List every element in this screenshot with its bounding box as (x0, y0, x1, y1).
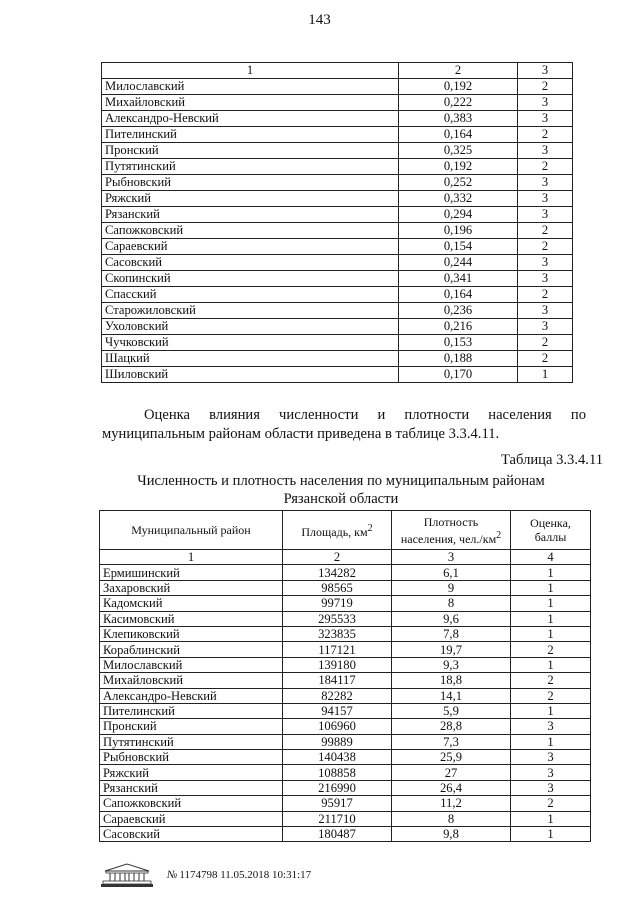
table-row (102, 207, 573, 223)
district-cell: Кадомский (100, 596, 283, 611)
district-cell: Сараевский (100, 811, 283, 826)
area-cell: 94157 (283, 703, 392, 718)
density-cell: 5,9 (392, 703, 511, 718)
score-cell: 3 (518, 175, 573, 191)
table-row (100, 734, 591, 749)
table-index-row (102, 63, 573, 79)
density-cell: 19,7 (392, 642, 511, 657)
table-row (102, 111, 573, 127)
score-cell: 1 (511, 596, 591, 611)
area-cell: 180487 (283, 827, 392, 842)
district-cell: Сапожковский (102, 223, 399, 239)
table-index-row (100, 550, 591, 565)
density-cell: 0,164 (399, 287, 518, 303)
density-cell: 0,244 (399, 255, 518, 271)
table-row (102, 335, 573, 351)
area-cell: 184117 (283, 673, 392, 688)
district-cell: Александро-Невский (102, 111, 399, 127)
area-cell: 106960 (283, 719, 392, 734)
header-area: Площадь, $км^2$ (283, 511, 392, 550)
density-cell: 11,2 (392, 796, 511, 811)
score-cell: 2 (518, 351, 573, 367)
table-row (102, 143, 573, 159)
score-cell: 1 (511, 626, 591, 641)
district-cell: Кораблинский (100, 642, 283, 657)
score-cell: 3 (511, 765, 591, 780)
density-cell: 0,188 (399, 351, 518, 367)
score-cell: 2 (518, 223, 573, 239)
score-cell: 3 (511, 750, 591, 765)
table-row (102, 79, 573, 95)
table-row (102, 319, 573, 335)
density-cell: 2 (399, 63, 518, 79)
table-row (100, 596, 591, 611)
score-cell: 3 (518, 319, 573, 335)
score-cell: 1 (511, 565, 591, 580)
table-row (102, 175, 573, 191)
table-row (100, 688, 591, 703)
score-cell: 1 (511, 703, 591, 718)
density-cell: 9,3 (392, 657, 511, 672)
density-cell: 0,325 (399, 143, 518, 159)
district-cell: Захаровский (100, 580, 283, 595)
area-cell: 99719 (283, 596, 392, 611)
district-cell: Шиловский (102, 367, 399, 383)
document-footer (97, 860, 311, 890)
density-cell: 0,332 (399, 191, 518, 207)
header-density: Плотность населения, $чел./км^2$ (392, 511, 511, 550)
table-row (102, 255, 573, 271)
score-cell: 3 (518, 143, 573, 159)
score-cell: 2 (518, 335, 573, 351)
area-cell: 117121 (283, 642, 392, 657)
density-cell: 0,252 (399, 175, 518, 191)
density-cell: 7,3 (392, 734, 511, 749)
score-cell: 3 (518, 63, 573, 79)
score-cell: 2 (518, 127, 573, 143)
table-title-line-2: Рязанской области (283, 491, 399, 507)
district-cell: Сасовский (100, 827, 283, 842)
table-title (100, 472, 582, 508)
score-cell: 3 (518, 191, 573, 207)
table-row (102, 303, 573, 319)
district-cell: Скопинский (102, 271, 399, 287)
intro-paragraph (102, 406, 586, 444)
score-cell: 1 (511, 657, 591, 672)
density-cell: 9,6 (392, 611, 511, 626)
district-cell: Рыбновский (102, 175, 399, 191)
area-cell: 108858 (283, 765, 392, 780)
density-cell: 28,8 (392, 719, 511, 734)
district-cell: Михайловский (100, 673, 283, 688)
government-building-icon (97, 862, 157, 888)
table-title-line-1: Численность и плотность населения по муниципальным районам (137, 473, 545, 489)
table-row (100, 811, 591, 826)
table-row (100, 626, 591, 641)
table-row (102, 191, 573, 207)
area-cell: 98565 (283, 580, 392, 595)
density-cell: 18,8 (392, 673, 511, 688)
table-row (100, 765, 591, 780)
score-cell: 2 (518, 79, 573, 95)
density-cell: 8 (392, 596, 511, 611)
score-cell: 3 (518, 207, 573, 223)
district-cell: Путятинский (100, 734, 283, 749)
density-cell: 0,222 (399, 95, 518, 111)
density-cell: 0,192 (399, 79, 518, 95)
paragraph-line-2: муниципальным районам области приведена в таблице 3.3.4.11. (102, 426, 500, 442)
score-cell: 3 (518, 303, 573, 319)
district-cell: Михайловский (102, 95, 399, 111)
density-cell: 6,1 (392, 565, 511, 580)
district-cell: Ряжский (102, 191, 399, 207)
density-cell: 14,1 (392, 688, 511, 703)
score-cell: 1 (511, 580, 591, 595)
score-cell: 1 (511, 827, 591, 842)
district-cell: Милославский (100, 657, 283, 672)
area-cell: 99889 (283, 734, 392, 749)
district-cell: Сапожковский (100, 796, 283, 811)
density-cell: 25,9 (392, 750, 511, 765)
table-row (102, 351, 573, 367)
table-row (100, 657, 591, 672)
table-row (102, 127, 573, 143)
population-density-table (99, 510, 591, 842)
district-cell: Сараевский (102, 239, 399, 255)
paragraph-line-1: Оценка влияния численности и плотности населения по (144, 407, 586, 423)
table-row (100, 719, 591, 734)
table-row (102, 95, 573, 111)
table-row (100, 611, 591, 626)
district-cell: Шацкий (102, 351, 399, 367)
district-cell: Пителинский (102, 127, 399, 143)
density-cell: 3 (392, 550, 511, 565)
district-cell: Рязанский (102, 207, 399, 223)
density-cell: 0,341 (399, 271, 518, 287)
table-row (100, 796, 591, 811)
district-cell: Касимовский (100, 611, 283, 626)
table-row (100, 780, 591, 795)
score-cell: 2 (518, 287, 573, 303)
page-number: 143 (308, 12, 331, 28)
table-row (100, 642, 591, 657)
table-row (102, 239, 573, 255)
district-cell: Рыбновский (100, 750, 283, 765)
area-cell: 211710 (283, 811, 392, 826)
density-cell: 0,383 (399, 111, 518, 127)
district-cell: Клепиковский (100, 626, 283, 641)
area-cell: 2 (283, 550, 392, 565)
district-cell: Пронский (102, 143, 399, 159)
document-stamp-info: 1174798 11.05.2018 10:31:17 (179, 869, 312, 881)
density-score-table-continued (101, 62, 573, 383)
score-cell: 2 (518, 239, 573, 255)
score-cell: 3 (511, 780, 591, 795)
district-cell: Пителинский (100, 703, 283, 718)
table-row (102, 287, 573, 303)
score-cell: 3 (518, 271, 573, 287)
density-cell: 0,294 (399, 207, 518, 223)
score-cell: 1 (511, 734, 591, 749)
score-cell: 1 (518, 367, 573, 383)
header-score: Оценка, баллы (511, 511, 591, 550)
score-cell: 4 (511, 550, 591, 565)
area-cell: 95917 (283, 796, 392, 811)
table-row (100, 673, 591, 688)
density-cell: 27 (392, 765, 511, 780)
district-cell: Спасский (102, 287, 399, 303)
score-cell: 1 (511, 811, 591, 826)
district-cell: Старожиловский (102, 303, 399, 319)
score-cell: 2 (511, 642, 591, 657)
table-row (102, 159, 573, 175)
district-cell: Пронский (100, 719, 283, 734)
density-cell: 26,4 (392, 780, 511, 795)
district-cell: Путятинский (102, 159, 399, 175)
table-row (102, 367, 573, 383)
district-cell: Александро-Невский (100, 688, 283, 703)
area-cell: 216990 (283, 780, 392, 795)
document-number-sign: № (167, 869, 178, 881)
density-cell: 0,216 (399, 319, 518, 335)
density-cell: 0,236 (399, 303, 518, 319)
density-cell: 0,164 (399, 127, 518, 143)
table-row (100, 703, 591, 718)
table-header-row (100, 511, 591, 550)
table-row (100, 750, 591, 765)
table-row (100, 565, 591, 580)
density-cell: 9 (392, 580, 511, 595)
district-cell: Ермишинский (100, 565, 283, 580)
area-cell: 134282 (283, 565, 392, 580)
score-cell: 3 (518, 95, 573, 111)
score-cell: 2 (511, 673, 591, 688)
header-district: Муниципальный район (100, 511, 283, 550)
district-cell: 1 (100, 550, 283, 565)
table-row (102, 223, 573, 239)
table-row (102, 271, 573, 287)
density-cell: 8 (392, 811, 511, 826)
district-cell: Рязанский (100, 780, 283, 795)
district-cell: Сасовский (102, 255, 399, 271)
density-cell: 9,8 (392, 827, 511, 842)
table-row (100, 827, 591, 842)
density-cell: 0,154 (399, 239, 518, 255)
density-cell: 7,8 (392, 626, 511, 641)
district-cell: Ухоловский (102, 319, 399, 335)
table-row (100, 580, 591, 595)
district-cell: 1 (102, 63, 399, 79)
score-cell: 2 (511, 796, 591, 811)
district-cell: Чучковский (102, 335, 399, 351)
table-number: Таблица 3.3.4.11 (500, 452, 603, 468)
density-cell: 0,170 (399, 367, 518, 383)
score-cell: 3 (518, 111, 573, 127)
district-cell: Милославский (102, 79, 399, 95)
density-cell: 0,153 (399, 335, 518, 351)
score-cell: 3 (511, 719, 591, 734)
score-cell: 2 (518, 159, 573, 175)
score-cell: 3 (518, 255, 573, 271)
area-cell: 140438 (283, 750, 392, 765)
density-cell: 0,196 (399, 223, 518, 239)
score-cell: 1 (511, 611, 591, 626)
district-cell: Ряжский (100, 765, 283, 780)
area-cell: 323835 (283, 626, 392, 641)
score-cell: 2 (511, 688, 591, 703)
area-cell: 82282 (283, 688, 392, 703)
area-cell: 295533 (283, 611, 392, 626)
density-cell: 0,192 (399, 159, 518, 175)
area-cell: 139180 (283, 657, 392, 672)
